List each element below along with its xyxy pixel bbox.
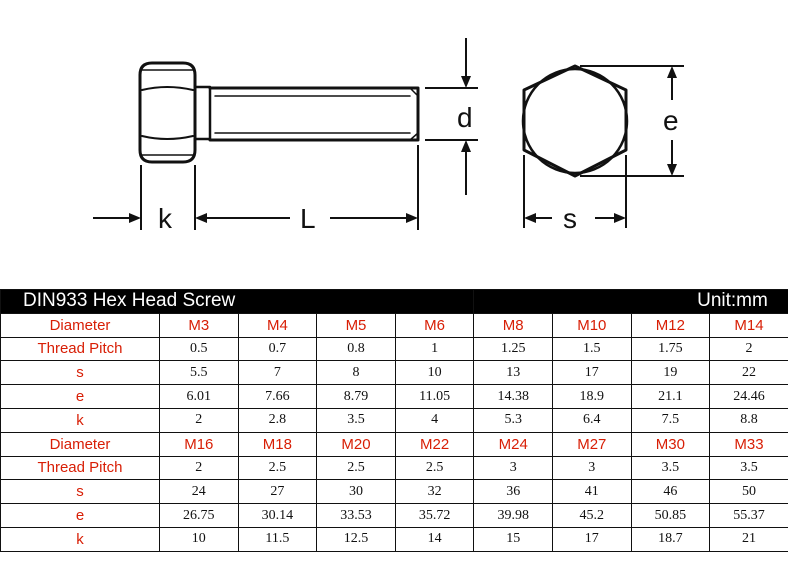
- value-cell: 1.75: [631, 337, 710, 361]
- value-cell: 18.9: [553, 385, 632, 409]
- value-cell: 50.85: [631, 504, 710, 528]
- table-title-row: [1, 290, 788, 314]
- value-cell: 41: [553, 480, 632, 504]
- row-label: Thread Pitch: [1, 337, 160, 361]
- value-cell: 3: [553, 456, 632, 480]
- value-cell: 50: [710, 480, 788, 504]
- value-cell: 5.3: [474, 408, 553, 432]
- value-cell: 6.01: [160, 385, 239, 409]
- value-cell: 14.38: [474, 385, 553, 409]
- size-cell: M12: [631, 313, 710, 337]
- value-cell: 2: [160, 456, 239, 480]
- bolt-shank: [210, 88, 418, 140]
- row-label: k: [1, 527, 160, 551]
- row-label: e: [1, 385, 160, 409]
- value-cell: 5.5: [160, 361, 239, 385]
- table-row: [1, 361, 788, 385]
- table-row: [1, 456, 788, 480]
- row-label: s: [1, 480, 160, 504]
- value-cell: 8.79: [317, 385, 396, 409]
- size-header-row: [1, 432, 788, 456]
- value-cell: 0.7: [238, 337, 317, 361]
- value-cell: 18.7: [631, 527, 710, 551]
- size-cell: M16: [160, 432, 239, 456]
- size-cell: M5: [317, 313, 396, 337]
- value-cell: 21: [710, 527, 788, 551]
- value-cell: 1.25: [474, 337, 553, 361]
- size-cell: M33: [710, 432, 788, 456]
- unit-label: Unit:mm: [474, 290, 788, 314]
- row-label-diameter: Diameter: [1, 313, 160, 337]
- value-cell: 3.5: [710, 456, 788, 480]
- value-cell: 12.5: [317, 527, 396, 551]
- table-row: [1, 527, 788, 551]
- size-cell: M3: [160, 313, 239, 337]
- value-cell: 24: [160, 480, 239, 504]
- value-cell: 19: [631, 361, 710, 385]
- value-cell: 3: [474, 456, 553, 480]
- value-cell: 14: [395, 527, 474, 551]
- value-cell: 17: [553, 361, 632, 385]
- table-row: [1, 408, 788, 432]
- row-label: k: [1, 408, 160, 432]
- value-cell: 1: [395, 337, 474, 361]
- dimension-k: [93, 165, 207, 230]
- size-header-row: [1, 313, 788, 337]
- value-cell: 15: [474, 527, 553, 551]
- table-body: [1, 313, 788, 551]
- label-d: d: [457, 102, 473, 133]
- value-cell: 2.5: [395, 456, 474, 480]
- size-cell: M30: [631, 432, 710, 456]
- value-cell: 35.72: [395, 504, 474, 528]
- value-cell: 10: [395, 361, 474, 385]
- label-k: k: [158, 203, 172, 234]
- size-cell: M20: [317, 432, 396, 456]
- table-row: [1, 480, 788, 504]
- value-cell: 27: [238, 480, 317, 504]
- value-cell: 0.5: [160, 337, 239, 361]
- table-title: DIN933 Hex Head Screw: [1, 290, 474, 314]
- table-row: [1, 385, 788, 409]
- value-cell: 0.8: [317, 337, 396, 361]
- value-cell: 2.5: [238, 456, 317, 480]
- value-cell: 2.5: [317, 456, 396, 480]
- value-cell: 11.5: [238, 527, 317, 551]
- label-L: L: [300, 203, 316, 234]
- value-cell: 33.53: [317, 504, 396, 528]
- bolt-head-end-view: [523, 66, 627, 176]
- value-cell: 32: [395, 480, 474, 504]
- size-cell: M4: [238, 313, 317, 337]
- value-cell: 13: [474, 361, 553, 385]
- row-label: e: [1, 504, 160, 528]
- value-cell: 45.2: [553, 504, 632, 528]
- value-cell: 8: [317, 361, 396, 385]
- value-cell: 10: [160, 527, 239, 551]
- row-label: s: [1, 361, 160, 385]
- value-cell: 36: [474, 480, 553, 504]
- value-cell: 3.5: [317, 408, 396, 432]
- row-label: Thread Pitch: [1, 456, 160, 480]
- value-cell: 39.98: [474, 504, 553, 528]
- table-row: [1, 504, 788, 528]
- value-cell: 30: [317, 480, 396, 504]
- value-cell: 24.46: [710, 385, 788, 409]
- value-cell: 1.5: [553, 337, 632, 361]
- value-cell: 4: [395, 408, 474, 432]
- value-cell: 26.75: [160, 504, 239, 528]
- value-cell: 55.37: [710, 504, 788, 528]
- value-cell: 22: [710, 361, 788, 385]
- value-cell: 30.14: [238, 504, 317, 528]
- size-cell: M18: [238, 432, 317, 456]
- value-cell: 2: [160, 408, 239, 432]
- value-cell: 21.1: [631, 385, 710, 409]
- size-cell: M8: [474, 313, 553, 337]
- value-cell: 7.5: [631, 408, 710, 432]
- label-e: e: [663, 105, 679, 136]
- size-cell: M24: [474, 432, 553, 456]
- value-cell: 8.8: [710, 408, 788, 432]
- label-s: s: [563, 203, 577, 234]
- size-cell: M22: [395, 432, 474, 456]
- value-cell: 46: [631, 480, 710, 504]
- size-cell: M27: [553, 432, 632, 456]
- size-cell: M14: [710, 313, 788, 337]
- row-label-diameter: Diameter: [1, 432, 160, 456]
- value-cell: 7.66: [238, 385, 317, 409]
- value-cell: 11.05: [395, 385, 474, 409]
- size-cell: M6: [395, 313, 474, 337]
- washer-face: [195, 87, 210, 139]
- value-cell: 2.8: [238, 408, 317, 432]
- value-cell: 6.4: [553, 408, 632, 432]
- value-cell: 2: [710, 337, 788, 361]
- size-cell: M10: [553, 313, 632, 337]
- spec-table: [0, 289, 788, 552]
- value-cell: 7: [238, 361, 317, 385]
- value-cell: 17: [553, 527, 632, 551]
- bolt-head-side-view: [140, 63, 195, 162]
- table-row: [1, 337, 788, 361]
- value-cell: 3.5: [631, 456, 710, 480]
